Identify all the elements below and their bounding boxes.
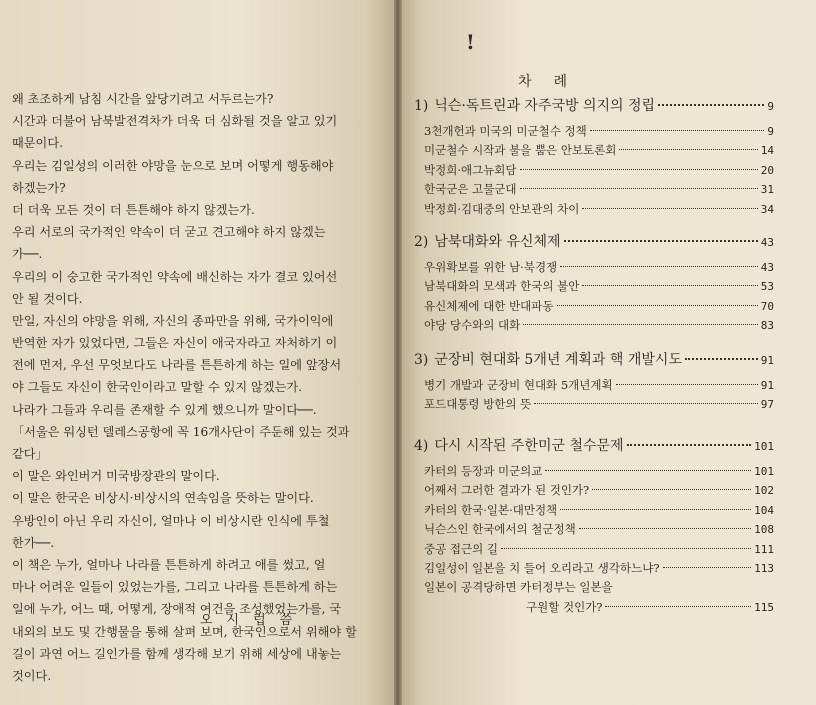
toc-item[interactable]: [414, 560, 774, 579]
toc-item-page-number: 115: [754, 600, 774, 614]
toc-section-title[interactable]: [414, 231, 774, 253]
leader-dots: [685, 358, 758, 360]
leader-dots: [520, 188, 758, 189]
leader-dots: [520, 169, 758, 170]
toc-item[interactable]: [414, 123, 774, 142]
leader-dots: [590, 130, 765, 131]
preface-line: 것이다.: [12, 668, 52, 683]
leader-dots: [564, 240, 758, 242]
preface-line: 반역한 자가 있었다면, 그들은 자신이 애국자라고 자처하기 이: [12, 336, 338, 351]
preface-line: 일에 누가, 어느 때, 어떻게, 장애적 여건을 조성했었는가를, 국: [12, 602, 342, 617]
toc-item-label: 한국군은 고물군대: [424, 182, 517, 197]
section-number: 1): [414, 98, 429, 114]
preface-line: 한가──.: [12, 535, 55, 550]
toc-item-page-number: 108: [754, 523, 774, 537]
preface-line: 우리의 이 숭고한 국가적인 약속에 배신하는 자가 결코 있어선: [12, 269, 338, 284]
preface-line: 이 말은 와인버거 미국방장관의 말이다.: [12, 469, 220, 484]
preface-line: 시간과 더불어 남북발전격차가 더욱 더 심화될 것을 알고 있기: [12, 114, 338, 129]
leader-dots: [523, 324, 758, 325]
toc-item-label: 김일성이 일본을 치 들어 오리라고 생각하느냐?: [424, 560, 660, 575]
preface-line: 나라가 그들과 우리를 존재할 수 있게 했으니까 말이다──.: [12, 402, 317, 417]
leader-dots: [627, 444, 752, 446]
toc-item[interactable]: [414, 181, 774, 200]
preface-line: 내외의 보도 및 간행물을 통해 살펴 보며, 한국인으로서 위해야 할: [12, 624, 357, 639]
section-number: 4): [414, 438, 429, 454]
toc-item-page-number: 97: [760, 398, 774, 412]
toc-item[interactable]: [414, 579, 774, 598]
toc-section: [414, 349, 774, 416]
preface-line: 만일, 자신의 야망을 위해, 자신의 종파만을 위해, 국가이익에: [12, 313, 334, 328]
preface-line: 더 더욱 모든 것이 더 튼튼해야 하지 않겠는가.: [12, 202, 255, 217]
toc-item-page-number: 14: [760, 144, 774, 158]
preface-line: 안 될 것이다.: [12, 291, 83, 306]
section-number: 3): [414, 352, 429, 368]
toc-item[interactable]: [414, 521, 774, 540]
preface-line: 우방인이 아닌 우리 자신이, 얼마나 이 비상시란 인식에 투철: [12, 513, 330, 528]
toc-title: 차례: [518, 74, 590, 90]
toc-item-label: 미군철수 시작과 불을 뿜은 안보토론회: [424, 143, 617, 158]
leader-dots: [619, 149, 757, 150]
toc-item-label: 닉슨스인 한국에서의 철군정책: [424, 522, 576, 537]
toc-item-page-number: 101: [754, 465, 774, 478]
section-title-text: 닉슨·독트린과 자주국방 의지의 정립: [434, 98, 656, 114]
toc-item-page-number: 34: [760, 202, 774, 216]
preface-line: 우리는 김일성의 이러한 야망을 눈으로 보며 어떻게 행동해야: [12, 158, 334, 173]
section-page-number: 91: [760, 354, 774, 367]
preface-line: 하겠는가?: [12, 180, 66, 195]
toc-section: [414, 435, 774, 618]
leader-dots: [534, 403, 757, 404]
section-number: 2): [414, 234, 429, 250]
preface-line: 「서울은 워싱턴 델레스공항에 꼭 16개사단이 주둔해 있는 것과: [12, 424, 350, 439]
toc-item[interactable]: [414, 201, 774, 220]
toc-item-page-number: 20: [760, 163, 774, 177]
preface-line: 가──.: [12, 247, 43, 262]
toc-item-label: 구원할 것인가?: [526, 599, 603, 614]
toc-item-label: 야당 당수와의 대화: [424, 318, 521, 333]
toc-item[interactable]: [414, 142, 774, 161]
book-gutter: [394, 0, 402, 705]
preface-line: 야 그들도 자신이 한국인이라고 말할 수 있지 않겠는가.: [12, 380, 303, 395]
section-title-text: 남북대화와 유신체제: [434, 234, 561, 250]
section-page-number: 101: [754, 440, 774, 453]
author-signature: 오시럽씀: [200, 613, 307, 628]
section-title-text: 군장비 현대화 5개년 계획과 핵 개발시도: [434, 352, 682, 368]
toc-item[interactable]: [414, 463, 774, 482]
leader-dots: [663, 567, 752, 568]
section-title-text: 다시 시작된 주한미군 철수문제: [434, 438, 624, 454]
toc-item-page-number: 53: [760, 280, 774, 294]
toc-item[interactable]: [414, 317, 774, 336]
toc-item-label: 카터의 한국·일본·대만정책: [424, 502, 558, 517]
toc-item[interactable]: [414, 259, 774, 278]
toc-item-page-number: 31: [760, 183, 774, 197]
toc-section-title[interactable]: [414, 95, 774, 117]
toc-item-label: 유신체제에 대한 반대파동: [424, 298, 554, 313]
toc-item[interactable]: [414, 502, 774, 521]
toc-item-label: 일본이 공격당하면 카터정부는 일본을: [424, 580, 613, 595]
leader-dots: [658, 104, 764, 106]
toc-item[interactable]: [414, 541, 774, 560]
toc-item-page-number: 70: [760, 299, 774, 313]
toc-section-title[interactable]: [414, 349, 774, 371]
toc-section: [414, 231, 774, 337]
toc-item[interactable]: [414, 396, 774, 415]
preface-line: 전에 먼저, 우선 무엇보다도 나라를 튼튼하게 하는 일에 앞장서: [12, 358, 342, 373]
toc-item-page-number: 43: [760, 261, 774, 274]
leader-dots: [579, 528, 751, 529]
preface-line: 왜 초조하게 남침 시간을 앞당기려고 서두르는가?: [12, 92, 274, 106]
toc-item-label: 박정희·애그뉴회담: [424, 162, 517, 177]
leader-dots: [560, 266, 758, 267]
toc-item-label: 병기 개발과 군장비 현대화 5개년계획: [424, 378, 613, 392]
toc-item-page-number: 111: [754, 542, 774, 556]
preface-line: 때문이다.: [12, 136, 63, 151]
leader-dots: [545, 470, 751, 471]
section-page-number: 9: [767, 100, 774, 113]
toc-item[interactable]: [414, 278, 774, 297]
leader-dots: [501, 548, 751, 549]
toc-item-label: 중공 접근의 길: [424, 541, 498, 556]
preface-line: 마나 어려운 일들이 있었는가를, 그리고 나라를 튼튼하게 하는: [12, 580, 338, 595]
leader-dots: [557, 305, 758, 306]
preface-line: 이 책은 누가, 얼마나 나라를 튼튼하게 하려고 애를 썼고, 얼: [12, 557, 326, 572]
leader-dots: [560, 509, 751, 510]
toc-item[interactable]: [414, 599, 774, 618]
toc-item[interactable]: [414, 162, 774, 181]
preface-line: 길이 과연 어느 길인가를 함께 생각해 보기 위해 세상에 내놓는: [12, 646, 342, 661]
toc-item-label: 3천개헌과 미국의 미군철수 정책: [424, 124, 587, 138]
leader-dots: [605, 606, 751, 607]
preface-text: [12, 88, 367, 687]
ink-mark: !: [466, 30, 475, 54]
toc-item-page-number: 91: [760, 379, 774, 392]
toc-item-label: 카터의 등장과 미군의교: [424, 464, 543, 478]
toc-item-label: 남북대화의 모색과 한국의 불안: [424, 279, 580, 294]
toc-section-title[interactable]: [414, 435, 774, 457]
toc-item-page-number: 83: [760, 319, 774, 333]
toc-item-page-number: 113: [754, 561, 774, 575]
toc-item[interactable]: [414, 482, 774, 501]
section-page-number: 43: [760, 236, 774, 249]
preface-line: 우리 서로의 국가적인 약속이 더 굳고 견고해야 하지 않겠는: [12, 225, 326, 240]
leader-dots: [592, 489, 751, 490]
leader-dots: [616, 384, 758, 385]
preface-line: 이 말은 한국은 비상시·비상시의 연속임을 뜻하는 말이다.: [12, 491, 314, 506]
toc-item[interactable]: [414, 377, 774, 396]
toc-item-label: 포드대통령 방한의 뜻: [424, 397, 532, 412]
left-page: [0, 0, 398, 705]
toc-item-page-number: 104: [754, 503, 774, 517]
toc-item-page-number: 9: [767, 125, 774, 138]
preface-line: 같다」: [12, 447, 48, 461]
toc-section: [414, 95, 774, 220]
leader-dots: [582, 208, 757, 209]
toc-item-label: 어째서 그러한 결과가 된 것인가?: [424, 483, 590, 498]
toc-item-page-number: 102: [754, 484, 774, 498]
toc-item[interactable]: [414, 298, 774, 317]
leader-dots: [582, 285, 757, 286]
toc-item-label: 박정희·김대중의 안보관의 차이: [424, 201, 580, 216]
toc-item-label: 우위확보를 위한 남·북경쟁: [424, 260, 558, 274]
